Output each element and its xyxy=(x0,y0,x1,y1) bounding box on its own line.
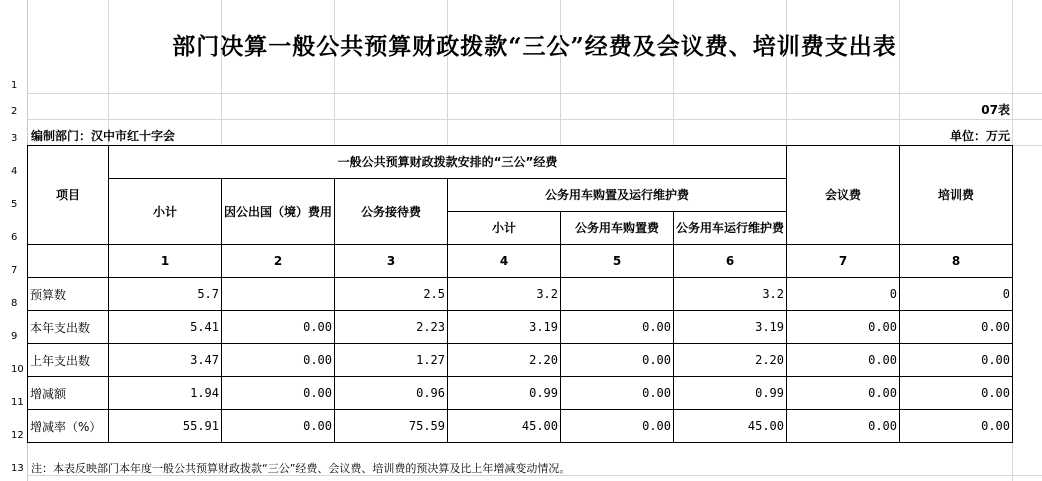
cell-training[interactable]: 0 xyxy=(900,278,1013,311)
column-number[interactable]: 1 xyxy=(109,245,222,278)
column-number[interactable]: 6 xyxy=(674,245,787,278)
cell-abroad[interactable]: 0.00 xyxy=(222,377,335,410)
cell-vehicle-subtotal[interactable]: 3.2 xyxy=(448,278,561,311)
header-reception[interactable]: 公务接待费 xyxy=(335,179,448,245)
row-number[interactable]: 7 xyxy=(11,265,18,276)
unit-label[interactable]: 单位：万元 xyxy=(949,129,1010,143)
cell-subtotal[interactable]: 5.41 xyxy=(109,311,222,344)
column-number[interactable]: 3 xyxy=(335,245,448,278)
cell-vehicle-subtotal[interactable]: 2.20 xyxy=(448,344,561,377)
cell-vehicle-operation[interactable]: 0.99 xyxy=(674,377,787,410)
cell-meeting[interactable]: 0.00 xyxy=(787,410,900,443)
header-vehicle-purchase[interactable]: 公务用车购置费 xyxy=(561,212,674,245)
row-number[interactable]: 8 xyxy=(11,298,18,309)
cell-vehicle-purchase[interactable]: 0.00 xyxy=(561,377,674,410)
header-subtotal[interactable]: 小计 xyxy=(109,179,222,245)
header-vehicle-operation[interactable]: 公务用车运行维护费 xyxy=(674,212,787,245)
cell-vehicle-subtotal[interactable]: 0.99 xyxy=(448,377,561,410)
cell-meeting[interactable]: 0.00 xyxy=(787,344,900,377)
row-number[interactable]: 9 xyxy=(11,331,18,342)
header-training[interactable]: 培训费 xyxy=(900,146,1013,245)
cell-meeting[interactable]: 0.00 xyxy=(787,377,900,410)
column-number[interactable]: 7 xyxy=(787,245,900,278)
cell-subtotal[interactable]: 55.91 xyxy=(109,410,222,443)
table-note[interactable]: 注：本表反映部门本年度一般公共预算财政拨款“三公”经费、会议费、培训费的预决算及比上年增减变动情况。 xyxy=(31,462,571,475)
header-vehicle-group[interactable]: 公务用车购置及运行维护费 xyxy=(448,179,787,212)
cell-abroad[interactable] xyxy=(222,278,335,311)
row-number[interactable]: 4 xyxy=(11,166,18,177)
table-row xyxy=(28,377,1013,410)
column-number[interactable]: 5 xyxy=(561,245,674,278)
cell-abroad[interactable]: 0.00 xyxy=(222,344,335,377)
header-abroad[interactable]: 因公出国（境）费用 xyxy=(222,179,335,245)
cell-vehicle-operation[interactable]: 45.00 xyxy=(674,410,787,443)
table-row xyxy=(28,344,1013,377)
cell-training[interactable]: 0.00 xyxy=(900,410,1013,443)
header-sangong-group[interactable]: 一般公共预算财政拨款安排的“三公”经费 xyxy=(109,146,787,179)
column-number[interactable]: 4 xyxy=(448,245,561,278)
cell-training[interactable]: 0.00 xyxy=(900,344,1013,377)
header-vehicle-subtotal[interactable]: 小计 xyxy=(448,212,561,245)
row-header-column xyxy=(0,0,28,481)
column-number[interactable]: 2 xyxy=(222,245,335,278)
cell-reception[interactable]: 2.5 xyxy=(335,278,448,311)
row-number[interactable]: 11 xyxy=(11,397,24,408)
cell-reception[interactable]: 75.59 xyxy=(335,410,448,443)
cell-vehicle-purchase[interactable]: 0.00 xyxy=(561,410,674,443)
cell-reception[interactable]: 0.96 xyxy=(335,377,448,410)
cell-vehicle-subtotal[interactable]: 3.19 xyxy=(448,311,561,344)
cell-meeting[interactable]: 0 xyxy=(787,278,900,311)
row-number[interactable]: 13 xyxy=(11,463,24,474)
table-number[interactable]: 07表 xyxy=(981,103,1010,117)
row-number[interactable]: 3 xyxy=(11,133,18,144)
row-label[interactable]: 上年支出数 xyxy=(28,344,109,377)
cell-abroad[interactable]: 0.00 xyxy=(222,410,335,443)
cell-meeting[interactable]: 0.00 xyxy=(787,311,900,344)
cell-vehicle-operation[interactable]: 3.2 xyxy=(674,278,787,311)
table-row xyxy=(28,410,1013,443)
cell-subtotal[interactable]: 1.94 xyxy=(109,377,222,410)
column-number[interactable]: 8 xyxy=(900,245,1013,278)
row-label[interactable]: 预算数 xyxy=(28,278,109,311)
cell-reception[interactable]: 2.23 xyxy=(335,311,448,344)
header-project[interactable]: 项目 xyxy=(28,146,109,245)
cell-training[interactable]: 0.00 xyxy=(900,311,1013,344)
cell-vehicle-operation[interactable]: 2.20 xyxy=(674,344,787,377)
cell-vehicle-purchase[interactable] xyxy=(561,278,674,311)
department-label[interactable]: 编制部门：汉中市红十字会 xyxy=(31,129,176,143)
cell-vehicle-purchase[interactable]: 0.00 xyxy=(561,311,674,344)
row-label[interactable]: 增减额 xyxy=(28,377,109,410)
report-title[interactable]: 部门决算一般公共预算财政拨款“三公”经费及会议费、培训费支出表 xyxy=(172,33,897,60)
cell-vehicle-purchase[interactable]: 0.00 xyxy=(561,344,674,377)
row-label[interactable]: 增减率（%） xyxy=(28,410,109,443)
row-label[interactable]: 本年支出数 xyxy=(28,311,109,344)
row-number[interactable]: 5 xyxy=(11,199,18,210)
cell-vehicle-subtotal[interactable]: 45.00 xyxy=(448,410,561,443)
row-number[interactable]: 12 xyxy=(11,430,24,441)
header-meeting[interactable]: 会议费 xyxy=(787,146,900,245)
row-number[interactable]: 2 xyxy=(11,106,18,117)
blank-cell[interactable] xyxy=(28,245,109,278)
row-number[interactable]: 10 xyxy=(11,364,24,375)
expense-table xyxy=(27,145,1013,443)
cell-training[interactable]: 0.00 xyxy=(900,377,1013,410)
cell-abroad[interactable]: 0.00 xyxy=(222,311,335,344)
row-number[interactable]: 6 xyxy=(11,232,18,243)
row-number[interactable]: 1 xyxy=(11,80,18,91)
cell-reception[interactable]: 1.27 xyxy=(335,344,448,377)
cell-vehicle-operation[interactable]: 3.19 xyxy=(674,311,787,344)
cell-subtotal[interactable]: 5.7 xyxy=(109,278,222,311)
table-row xyxy=(28,311,1013,344)
table-row xyxy=(28,278,1013,311)
cell-subtotal[interactable]: 3.47 xyxy=(109,344,222,377)
